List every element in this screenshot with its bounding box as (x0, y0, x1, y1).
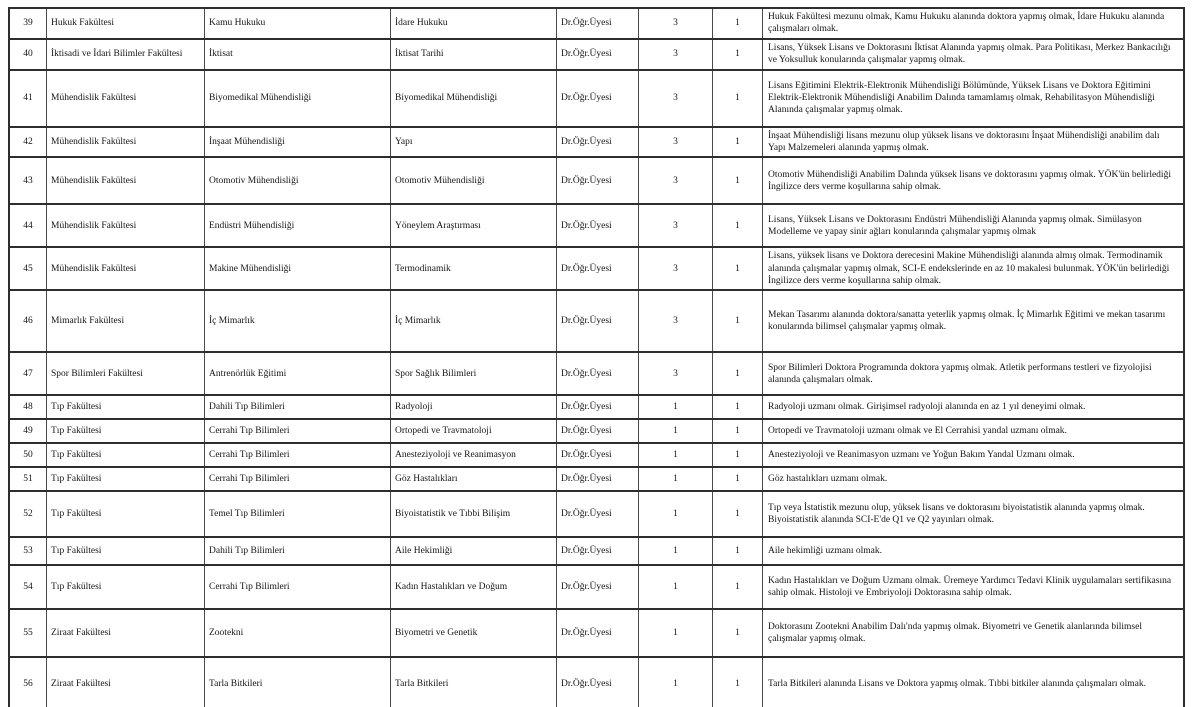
cell-title: Dr.Öğr.Üyesi (557, 9, 639, 38)
cell-program: Otomotiv Mühendisliği (391, 158, 557, 203)
cell-department: Otomotiv Mühendisliği (205, 158, 391, 203)
cell-department: Antrenörlük Eğitimi (205, 353, 391, 394)
cell-title: Dr.Öğr.Üyesi (557, 248, 639, 289)
cell-faculty: Tıp Fakültesi (47, 566, 205, 608)
cell-faculty: İktisadi ve İdari Bilimler Fakültesi (47, 40, 205, 69)
cell-faculty: Tıp Fakültesi (47, 538, 205, 564)
cell-program: Ortopedi ve Travmatoloji (391, 420, 557, 442)
cell-title: Dr.Öğr.Üyesi (557, 128, 639, 157)
cell-title: Dr.Öğr.Üyesi (557, 291, 639, 351)
cell-faculty: Ziraat Fakültesi (47, 658, 205, 707)
table-row (10, 9, 1183, 40)
cell-num-a: 1 (639, 658, 713, 707)
cell-department: Cerrahi Tıp Bilimleri (205, 468, 391, 490)
cell-num-a: 3 (639, 71, 713, 126)
cell-description: Hukuk Fakültesi mezunu olmak, Kamu Hukuku alanında doktora yapmış olmak, İdare Hukuku alanında çalışmaları olmak. (768, 12, 1165, 35)
cell-department: Makine Mühendisliği (205, 248, 391, 289)
cell-title: Dr.Öğr.Üyesi (557, 610, 639, 656)
cell-description: Spor Bilimleri Doktora Programında doktora yapmış olmak. Atletik performans testleri ve fizyolojisi alanında çalışmaları olmak. (768, 362, 1152, 385)
cell-description: Lisans, yüksek lisans ve Doktora derecesini Makine Mühendisliği alanında almış olmak. Termodinamik alanında çalışmalar yapmış olmak, SCI-E endekslerinde en az 10 makalesi bulunmak. YÖK'ün belirlediği İngilizce ders verme koşullarına sahip olmak. (768, 251, 1170, 287)
cell-row-no: 55 (10, 610, 47, 656)
cell-department: İktisat (205, 40, 391, 69)
cell-num-a: 3 (639, 128, 713, 157)
table-row (10, 71, 1183, 128)
cell-program: Kadın Hastalıkları ve Doğum (391, 566, 557, 608)
cell-title: Dr.Öğr.Üyesi (557, 492, 639, 536)
cell-num-b: 1 (713, 468, 763, 490)
cell-row-no: 39 (10, 9, 47, 38)
cell-title: Dr.Öğr.Üyesi (557, 566, 639, 608)
cell-description: Aile hekimliği uzmanı olmak. (768, 546, 882, 557)
cell-program: Spor Sağlık Bilimleri (391, 353, 557, 394)
table-row (10, 658, 1183, 707)
cell-faculty: Spor Bilimleri Fakültesi (47, 353, 205, 394)
cell-description: Lisans Eğitimini Elektrik-Elektronik Mühendisliği Bölümünde, Yüksek Lisans ve Doktora Eğitimini Elektrik-Elektronik Mühendisliği Anabilim Dalında tamamlamış olmak, Rehabilitasyon Mühendisliği Alanında çalışmalar yapmış olmak. (768, 80, 1155, 116)
cell-row-no: 44 (10, 205, 47, 246)
cell-description: Kadın Hastalıkları ve Doğum Uzmanı olmak. Üremeye Yardımcı Tedavi Klinik uygulamaları sertifikasına sahip olmak. Histoloji ve Embriyoloji Doktorasına sahip olmak. (768, 576, 1172, 599)
table-row (10, 40, 1183, 71)
cell-row-no: 47 (10, 353, 47, 394)
cell-num-a: 3 (639, 248, 713, 289)
cell-title: Dr.Öğr.Üyesi (557, 40, 639, 69)
cell-num-b: 1 (713, 128, 763, 157)
table-row (10, 205, 1183, 248)
cell-faculty: Mühendislik Fakültesi (47, 158, 205, 203)
cell-description: Ortopedi ve Travmatoloji uzmanı olmak ve El Cerrahisi yandal uzmanı olmak. (768, 426, 1067, 437)
cell-description: Tıp veya İstatistik mezunu olup, yüksek lisans ve doktorasını biyoistatistik alanında yapmış olmak. Biyoistatistik alanında SCI-E'de Q1 ve Q2 yayınları olmak. (768, 503, 1145, 526)
cell-title: Dr.Öğr.Üyesi (557, 658, 639, 707)
cell-row-no: 56 (10, 658, 47, 707)
cell-num-b: 1 (713, 420, 763, 442)
cell-program: Anesteziyoloji ve Reanimasyon (391, 444, 557, 466)
cell-num-b: 1 (713, 205, 763, 246)
cell-faculty: Tıp Fakültesi (47, 396, 205, 418)
cell-faculty: Mühendislik Fakültesi (47, 71, 205, 126)
cell-description: İnşaat Mühendisliği lisans mezunu olup yüksek lisans ve doktorasını İnşaat Mühendisliği anabilim dalı Yapı Malzemeleri alanında yapmış olmak. (768, 130, 1160, 154)
table-row (10, 353, 1183, 396)
cell-program: İktisat Tarihi (391, 40, 557, 69)
table-row (10, 158, 1183, 205)
cell-description: Tarla Bitkileri alanında Lisans ve Doktora yapmış olmak. Tıbbi bitkiler alanında çalışmaları olmak. (768, 679, 1147, 690)
table-row (10, 396, 1183, 420)
cell-title: Dr.Öğr.Üyesi (557, 468, 639, 490)
cell-faculty: Tıp Fakültesi (47, 444, 205, 466)
cell-department: Temel Tıp Bilimleri (205, 492, 391, 536)
cell-num-b: 1 (713, 444, 763, 466)
cell-num-b: 1 (713, 610, 763, 656)
cell-department: İç Mimarlık (205, 291, 391, 351)
cell-row-no: 40 (10, 40, 47, 69)
cell-program: Biyometri ve Genetik (391, 610, 557, 656)
cell-row-no: 53 (10, 538, 47, 564)
cell-department: Zootekni (205, 610, 391, 656)
cell-department: Dahili Tıp Bilimleri (205, 396, 391, 418)
cell-num-b: 1 (713, 291, 763, 351)
cell-num-b: 1 (713, 566, 763, 608)
cell-program: Biyoistatistik ve Tıbbi Bilişim (391, 492, 557, 536)
cell-department: Dahili Tıp Bilimleri (205, 538, 391, 564)
cell-row-no: 50 (10, 444, 47, 466)
cell-description: Doktorasını Zootekni Anabilim Dalı'nda yapmış olmak. Biyometri ve Genetik alanlarında bilimsel çalışmalar yapmış olmak. (768, 622, 1142, 645)
cell-row-no: 54 (10, 566, 47, 608)
cell-num-b: 1 (713, 492, 763, 536)
cell-department: Biyomedikal Mühendisliği (205, 71, 391, 126)
cell-department: Cerrahi Tıp Bilimleri (205, 420, 391, 442)
cell-faculty: Mühendislik Fakültesi (47, 128, 205, 157)
cell-num-a: 3 (639, 40, 713, 69)
cell-row-no: 48 (10, 396, 47, 418)
cell-num-a: 1 (639, 444, 713, 466)
cell-program: Yöneylem Araştırması (391, 205, 557, 246)
academic-positions-table (8, 7, 1185, 707)
cell-num-b: 1 (713, 40, 763, 69)
table-row (10, 128, 1183, 159)
cell-department: Kamu Hukuku (205, 9, 391, 38)
table-row (10, 291, 1183, 353)
cell-department: Endüstri Mühendisliği (205, 205, 391, 246)
cell-num-a: 1 (639, 566, 713, 608)
cell-faculty: Hukuk Fakültesi (47, 9, 205, 38)
cell-description: Lisans, Yüksek Lisans ve Doktorasını İktisat Alanında yapmış olmak. Para Politikası, Merkez Bankacılığı ve Yoksulluk konularında çalışmalar yapmış olmak. (768, 42, 1171, 66)
cell-program: Radyoloji (391, 396, 557, 418)
cell-num-a: 3 (639, 158, 713, 203)
cell-program: Tarla Bitkileri (391, 658, 557, 707)
cell-title: Dr.Öğr.Üyesi (557, 158, 639, 203)
cell-num-a: 1 (639, 468, 713, 490)
cell-faculty: Tıp Fakültesi (47, 420, 205, 442)
cell-faculty: Tıp Fakültesi (47, 468, 205, 490)
cell-num-b: 1 (713, 71, 763, 126)
cell-num-b: 1 (713, 353, 763, 394)
cell-faculty: Mimarlık Fakültesi (47, 291, 205, 351)
cell-description: Radyoloji uzmanı olmak. Girişimsel radyoloji alanında en az 1 yıl deneyimi olmak. (768, 402, 1086, 413)
cell-program: Aile Hekimliği (391, 538, 557, 564)
cell-faculty: Mühendislik Fakültesi (47, 205, 205, 246)
cell-row-no: 51 (10, 468, 47, 490)
cell-row-no: 49 (10, 420, 47, 442)
cell-num-b: 1 (713, 538, 763, 564)
cell-num-a: 1 (639, 538, 713, 564)
cell-num-b: 1 (713, 9, 763, 38)
cell-num-a: 1 (639, 492, 713, 536)
cell-faculty: Mühendislik Fakültesi (47, 248, 205, 289)
cell-program: Göz Hastalıkları (391, 468, 557, 490)
cell-num-b: 1 (713, 658, 763, 707)
cell-description: Mekan Tasarımı alanında doktora/sanatta yeterlik yapmış olmak. İç Mimarlık Eğitimi ve mekan tasarımı konularında bilimsel çalışmalar yapmış olmak. (768, 310, 1166, 333)
cell-title: Dr.Öğr.Üyesi (557, 420, 639, 442)
cell-num-a: 3 (639, 205, 713, 246)
table-row (10, 538, 1183, 566)
cell-row-no: 43 (10, 158, 47, 203)
cell-num-a: 1 (639, 396, 713, 418)
cell-row-no: 46 (10, 291, 47, 351)
cell-title: Dr.Öğr.Üyesi (557, 538, 639, 564)
table-row (10, 420, 1183, 444)
cell-num-a: 1 (639, 420, 713, 442)
cell-title: Dr.Öğr.Üyesi (557, 353, 639, 394)
table-row (10, 248, 1183, 291)
cell-department: Tarla Bitkileri (205, 658, 391, 707)
cell-department: Cerrahi Tıp Bilimleri (205, 566, 391, 608)
table-row (10, 492, 1183, 538)
cell-department: Cerrahi Tıp Bilimleri (205, 444, 391, 466)
cell-description: Lisans, Yüksek Lisans ve Doktorasını Endüstri Mühendisliği Alanında yapmış olmak. Simülasyon Modelleme ve yapay sinir ağları konularında çalışmalar yapmış olmak (768, 214, 1142, 237)
table-row (10, 566, 1183, 610)
cell-row-no: 52 (10, 492, 47, 536)
cell-program: İdare Hukuku (391, 9, 557, 38)
cell-num-a: 3 (639, 9, 713, 38)
cell-title: Dr.Öğr.Üyesi (557, 396, 639, 418)
cell-num-a: 3 (639, 353, 713, 394)
table-row (10, 468, 1183, 492)
cell-department: İnşaat Mühendisliği (205, 128, 391, 157)
table-row (10, 444, 1183, 468)
cell-description: Otomotiv Mühendisliği Anabilim Dalında yüksek lisans ve doktorasını yapmış olmak. YÖK'ün belirlediği İngilizce ders verme koşullarına sahip olmak. (768, 169, 1171, 192)
cell-title: Dr.Öğr.Üyesi (557, 71, 639, 126)
cell-num-b: 1 (713, 248, 763, 289)
cell-num-b: 1 (713, 396, 763, 418)
cell-program: Biyomedikal Mühendisliği (391, 71, 557, 126)
cell-row-no: 42 (10, 128, 47, 157)
cell-description: Göz hastalıkları uzmanı olmak. (768, 474, 888, 485)
cell-description: Anesteziyoloji ve Reanimasyon uzmanı ve Yoğun Bakım Yandal Uzmanı olmak. (768, 450, 1075, 461)
cell-program: Yapı (391, 128, 557, 157)
cell-num-a: 1 (639, 610, 713, 656)
cell-faculty: Ziraat Fakültesi (47, 610, 205, 656)
cell-title: Dr.Öğr.Üyesi (557, 205, 639, 246)
cell-row-no: 45 (10, 248, 47, 289)
table-row (10, 610, 1183, 658)
cell-num-a: 3 (639, 291, 713, 351)
cell-row-no: 41 (10, 71, 47, 126)
cell-faculty: Tıp Fakültesi (47, 492, 205, 536)
cell-program: Termodinamik (391, 248, 557, 289)
cell-num-b: 1 (713, 158, 763, 203)
cell-title: Dr.Öğr.Üyesi (557, 444, 639, 466)
cell-program: İç Mimarlık (391, 291, 557, 351)
